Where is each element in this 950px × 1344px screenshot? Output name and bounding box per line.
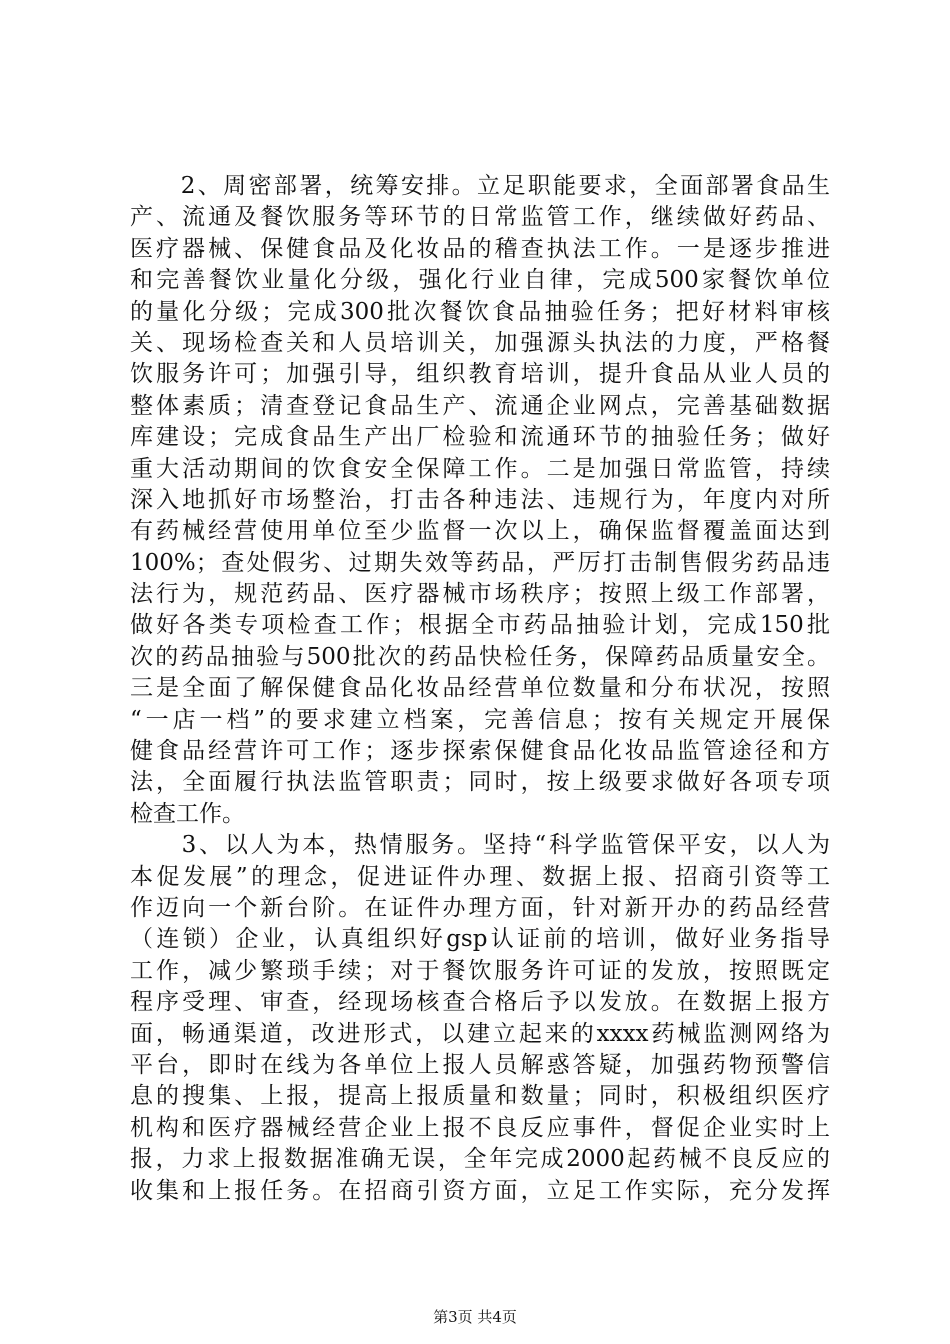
text-line: 库建设；完成食品生产出厂检验和流通环节的抽验任务；做好	[130, 424, 830, 451]
text-line: 健食品经营许可工作；逐步探索保健食品化妆品监管途径和方	[130, 738, 830, 765]
text-line: 3、以人为本，热情服务。坚持“科学监管保平安，以人为	[130, 832, 830, 859]
text-line: 100%；查处假劣、过期失效等药品，严厉打击制售假劣药品违	[130, 549, 830, 576]
text-line: 整体素质；清查登记食品生产、流通企业网点，完善基础数据	[130, 392, 830, 419]
text-line: 2、周密部署，统筹安排。立足职能要求，全面部署食品生	[130, 173, 830, 199]
page-footer: 第3页 共4页	[433, 1308, 517, 1326]
text-line: 深入地抓好市场整治，打击各种违法、违规行为，年度内对所	[130, 486, 830, 513]
text-line: 产、流通及餐饮服务等环节的日常监管工作，继续做好药品、	[130, 204, 830, 231]
text-line: 机构和医疗器械经营企业上报不良反应事件，督促企业实时上	[130, 1114, 830, 1141]
text-line: 关、现场检查关和人员培训关，加强源头执法的力度，严格餐	[130, 329, 830, 356]
text-line: 息的搜集、上报，提高上报质量和数量；同时，积极组织医疗	[130, 1083, 830, 1110]
text-line: “一店一档”的要求建立档案，完善信息；按有关规定开展保	[130, 706, 830, 733]
text-line: 法，全面履行执法监管职责；同时，按上级要求做好各项专项	[130, 769, 830, 796]
text-line: 工作，减少繁琐手续；对于餐饮服务许可证的发放，按照既定	[130, 957, 830, 984]
text-line: 做好各类专项检查工作；根据全市药品抽验计划，完成150批	[130, 612, 830, 639]
text-line: 医疗器械、保健食品及化妆品的稽查执法工作。一是逐步推进	[130, 235, 830, 262]
text-line: 报，力求上报数据准确无误，全年完成2000起药械不良反应的	[130, 1146, 830, 1173]
text-line: 作迈向一个新台阶。在证件办理方面，针对新开办的药品经营	[130, 894, 830, 921]
text-line: 收集和上报任务。在招商引资方面，立足工作实际，充分发挥	[130, 1177, 830, 1204]
text-line: 检查工作。	[130, 800, 245, 827]
text-line: 面，畅通渠道，改进形式，以建立起来的xxxx药械监测网络为	[130, 1020, 830, 1047]
text-line: 本促发展”的理念，促进证件办理、数据上报、招商引资等工	[130, 863, 830, 890]
text-line: 法行为，规范药品、医疗器械市场秩序；按照上级工作部署，	[130, 581, 830, 608]
text-line: 平台，即时在线为各单位上报人员解惑答疑，加强药物预警信	[130, 1051, 830, 1078]
text-line: 的量化分级；完成300批次餐饮食品抽验任务；把好材料审核	[130, 298, 830, 325]
text-line: 有药械经营使用单位至少监督一次以上，确保监督覆盖面达到	[130, 518, 830, 545]
text-line: 程序受理、审查，经现场核查合格后予以发放。在数据上报方	[130, 989, 830, 1016]
text-line: 重大活动期间的饮食安全保障工作。二是加强日常监管，持续	[130, 455, 830, 482]
text-line: 三是全面了解保健食品化妆品经营单位数量和分布状况，按照	[130, 675, 830, 702]
text-line: （连锁）企业，认真组织好gsp认证前的培训，做好业务指导	[130, 926, 830, 953]
text-line: 和完善餐饮业量化分级，强化行业自律，完成500家餐饮单位	[130, 267, 830, 294]
document-body	[130, 171, 830, 1207]
text-line: 次的药品抽验与500批次的药品快检任务，保障药品质量安全。	[130, 643, 830, 670]
text-line: 饮服务许可；加强引导，组织教育培训，提升食品从业人员的	[130, 361, 830, 388]
